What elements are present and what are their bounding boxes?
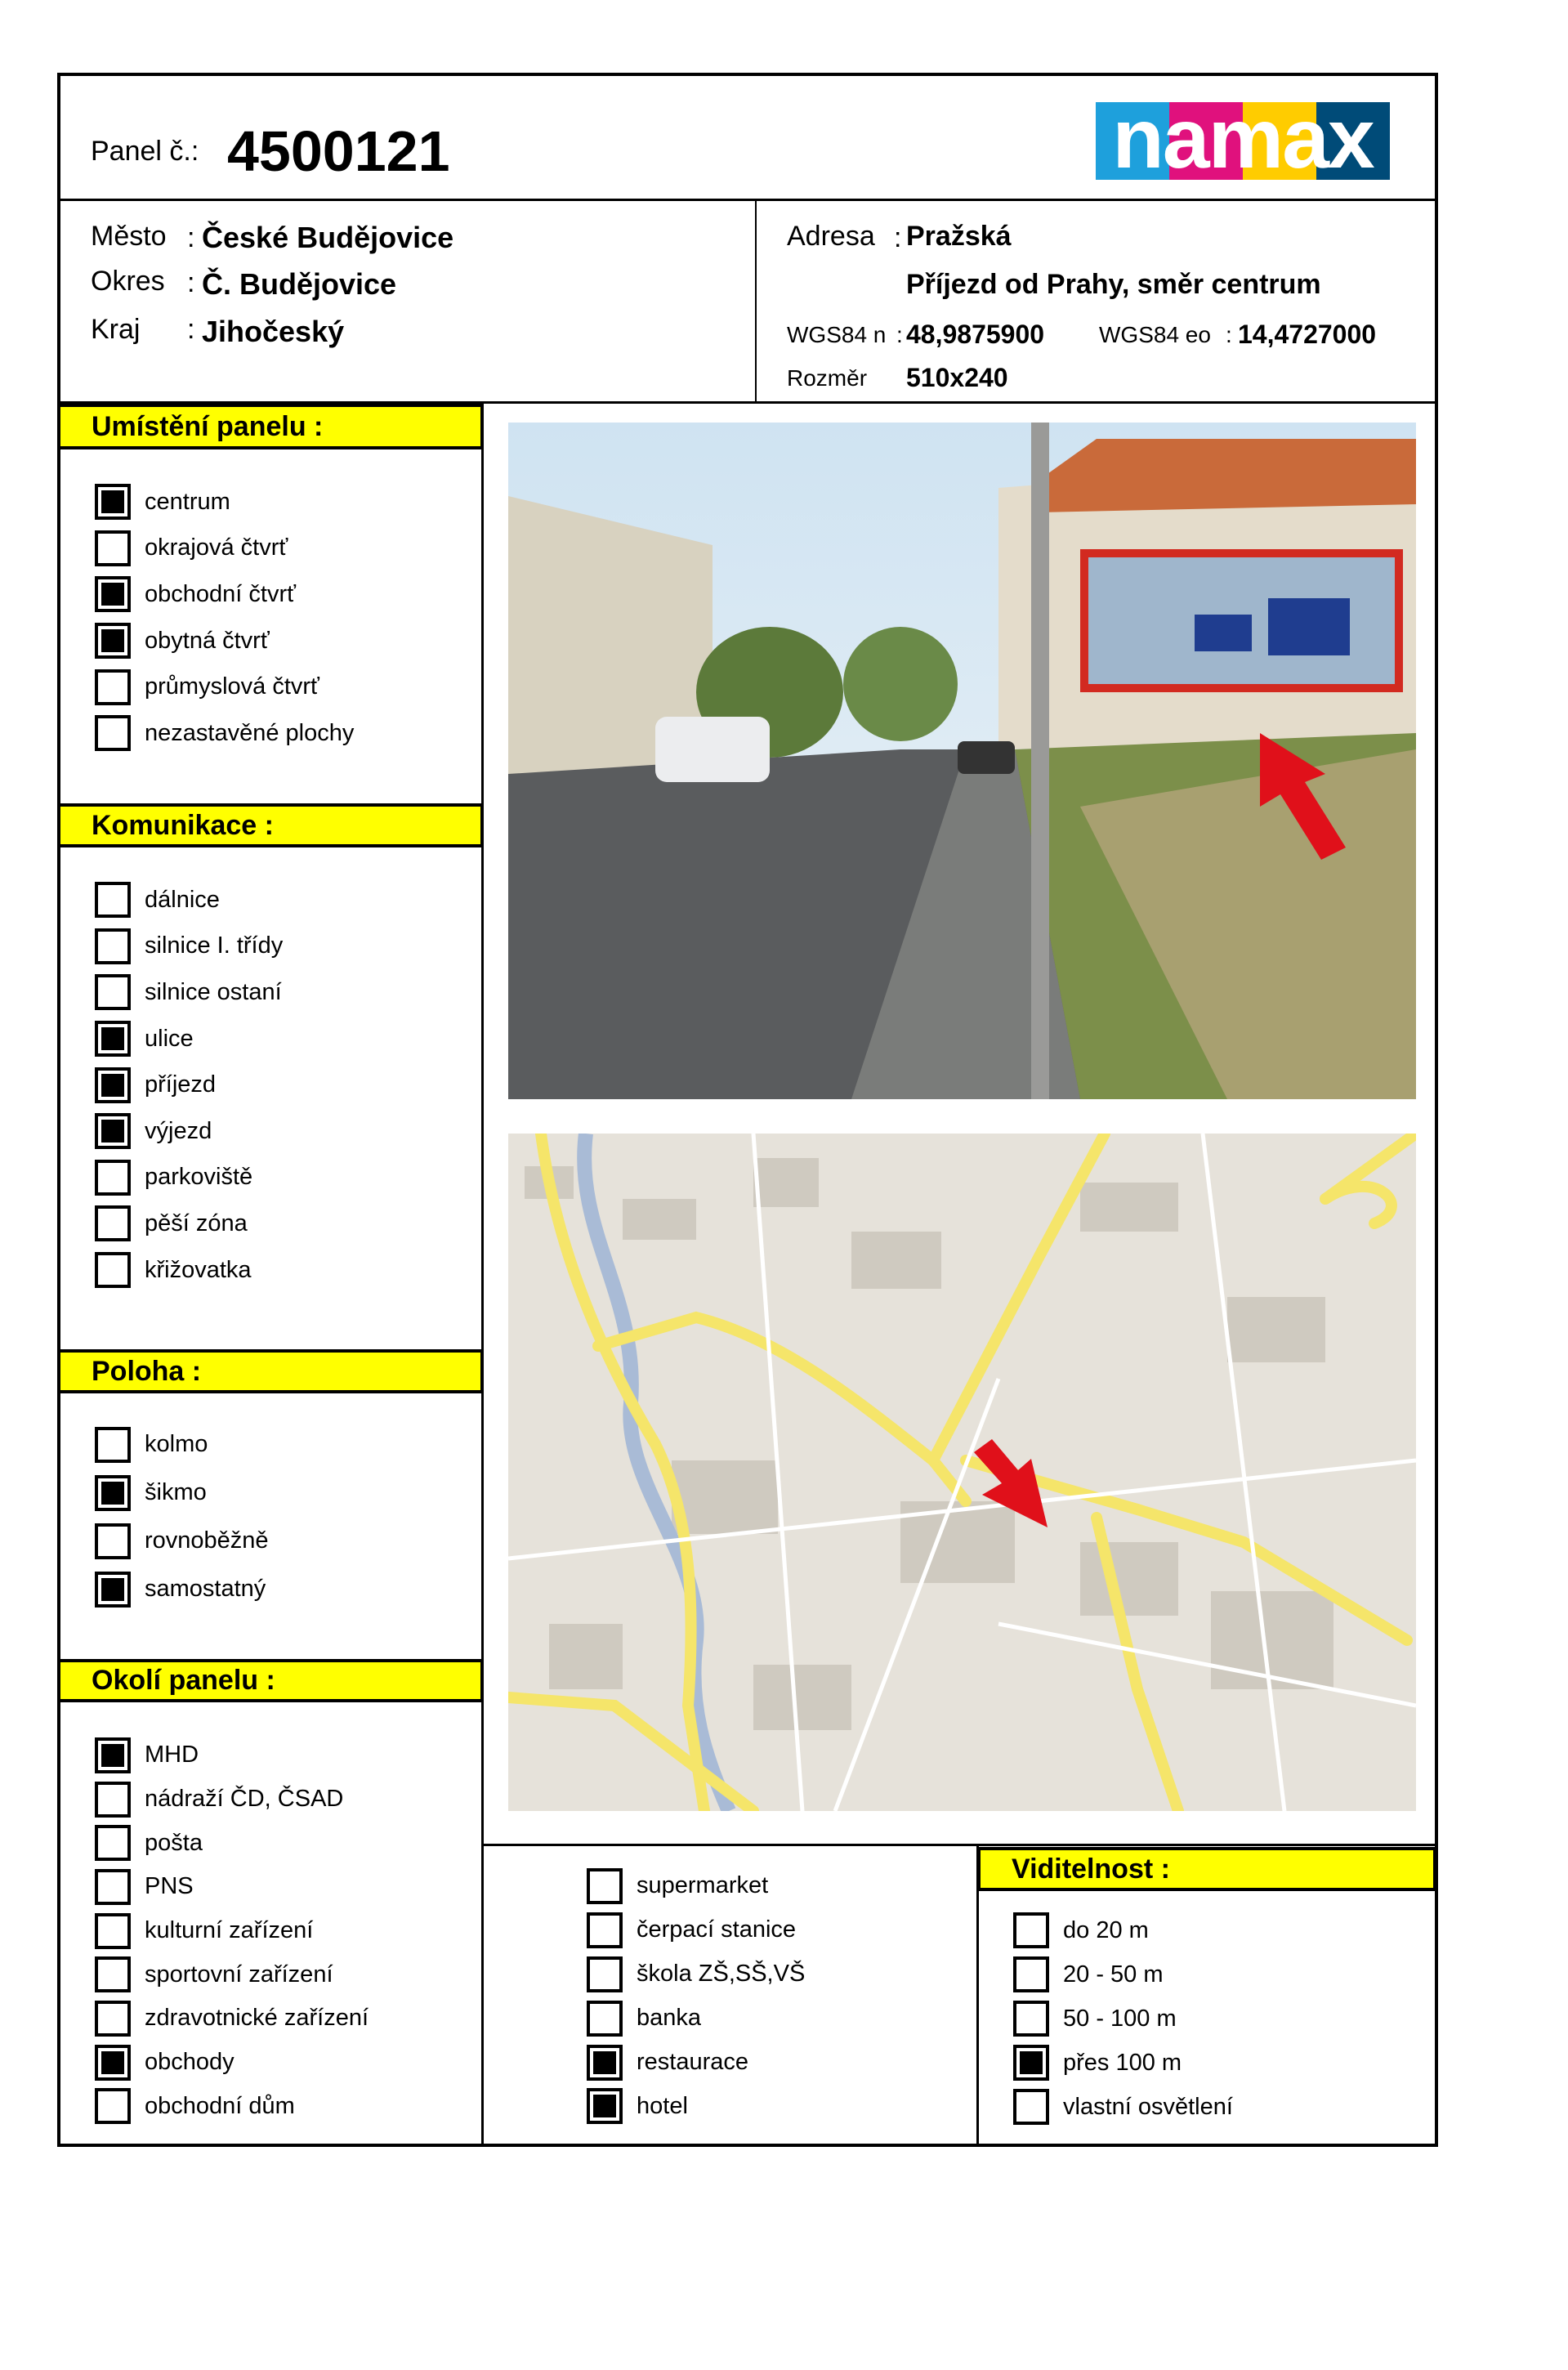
unchecked-checkbox[interactable] [587, 1956, 623, 1992]
checkbox-label: šikmo [145, 1479, 207, 1505]
checkbox-row [95, 1778, 369, 1822]
checkbox-label: čerpací stanice [637, 1916, 797, 1943]
checkbox-label: pošta [145, 1829, 203, 1856]
section-header-viditelnost: Viditelnost : [977, 1847, 1436, 1891]
colon: : [187, 267, 195, 298]
unchecked-checkbox[interactable] [95, 928, 131, 964]
checkbox-row [95, 1247, 283, 1294]
unchecked-checkbox[interactable] [587, 1912, 623, 1948]
checkbox-row [95, 525, 354, 572]
section-header-umisteni: Umístění panelu : [57, 404, 484, 449]
namax-logo [1096, 92, 1390, 186]
checkbox-row [587, 1997, 805, 2041]
divider [755, 200, 757, 403]
adresa-value: Pražská [906, 221, 1012, 252]
checkbox-label: dálnice [145, 886, 220, 913]
panel-photo [508, 423, 1416, 1099]
checked-checkbox[interactable] [95, 484, 131, 520]
unchecked-checkbox[interactable] [95, 1825, 131, 1861]
unchecked-checkbox[interactable] [95, 1160, 131, 1196]
checkbox-label: obytná čtvrť [145, 627, 270, 654]
checkbox-label: obchodní čtvrť [145, 580, 296, 607]
unchecked-checkbox[interactable] [95, 974, 131, 1010]
checkbox-row [95, 710, 354, 757]
colon: : [187, 314, 195, 345]
kraj-label: Kraj [91, 314, 141, 345]
unchecked-checkbox[interactable] [587, 1868, 623, 1904]
checkbox-label: banka [637, 2005, 702, 2032]
divider [482, 1844, 1438, 1846]
checkbox-label: průmyslová čtvrť [145, 673, 319, 700]
checkbox-row [95, 618, 354, 664]
checkbox-label: PNS [145, 1873, 194, 1900]
checkbox-row [587, 1908, 805, 1952]
checkbox-label: nádraží ČD, ČSAD [145, 1786, 344, 1813]
divider [481, 403, 484, 2144]
mesto-value: České Budějovice [202, 221, 454, 254]
checkbox-label: zdravotnické zařízení [145, 2005, 369, 2032]
unchecked-checkbox[interactable] [95, 530, 131, 566]
checked-checkbox[interactable] [95, 1572, 131, 1608]
location-map [508, 1134, 1416, 1811]
checkbox-row [587, 1864, 805, 1908]
checkbox-label: parkoviště [145, 1164, 253, 1191]
okres-label: Okres [91, 266, 165, 297]
checked-checkbox[interactable] [95, 1021, 131, 1057]
checkbox-label: vlastní osvětlení [1063, 2093, 1233, 2120]
unchecked-checkbox[interactable] [95, 1523, 131, 1559]
unchecked-checkbox[interactable] [95, 1782, 131, 1818]
checked-checkbox[interactable] [95, 1475, 131, 1511]
colon: : [1226, 322, 1232, 347]
unchecked-checkbox[interactable] [1013, 1956, 1049, 1992]
checkbox-label: restaurace [637, 2049, 749, 2075]
checked-checkbox[interactable] [95, 623, 131, 659]
checkbox-row [95, 2085, 369, 2129]
checkbox-label: křižovatka [145, 1256, 252, 1283]
checkbox-row [587, 1952, 805, 1997]
checkbox-label: výjezd [145, 1117, 212, 1144]
unchecked-checkbox[interactable] [587, 2001, 623, 2037]
checkbox-label: 50 - 100 m [1063, 2005, 1177, 2032]
checkbox-row [95, 571, 354, 618]
checkbox-label: přes 100 m [1063, 2049, 1182, 2076]
okoli-list-2 [587, 1864, 805, 2128]
checkbox-row [95, 1997, 369, 2041]
checkbox-row [95, 1201, 283, 1247]
checkbox-row [95, 1733, 369, 1778]
checkbox-row [95, 1821, 369, 1865]
checkbox-label: kulturní zařízení [145, 1917, 314, 1944]
checkbox-label: příjezd [145, 1071, 217, 1098]
checkbox-row [95, 1016, 283, 1062]
checkbox-label: MHD [145, 1742, 199, 1769]
checkbox-label: supermarket [637, 1872, 769, 1899]
checkbox-row [95, 2041, 369, 2085]
checkbox-label: nezastavěné plochy [145, 719, 355, 746]
wgs-eo-label: WGS84 eo [1099, 322, 1211, 347]
unchecked-checkbox[interactable] [95, 2088, 131, 2124]
unchecked-checkbox[interactable] [1013, 2001, 1049, 2037]
checkbox-row [95, 1565, 269, 1613]
unchecked-checkbox[interactable] [95, 1956, 131, 1992]
checkbox-label: okrajová čtvrť [145, 534, 288, 561]
logo-text: namax [1112, 92, 1374, 186]
unchecked-checkbox[interactable] [1013, 2089, 1049, 2125]
checkbox-row [587, 2084, 805, 2128]
checkbox-label: 20 - 50 m [1063, 1961, 1164, 1988]
checked-checkbox[interactable] [95, 1737, 131, 1773]
checkbox-row [95, 664, 354, 710]
checkbox-label: kolmo [145, 1431, 208, 1457]
checkbox-row [95, 1909, 369, 1953]
checkbox-row [1013, 1908, 1233, 1952]
poloha-list [95, 1420, 269, 1613]
checkbox-label: ulice [145, 1025, 194, 1052]
rozmer-value: 510x240 [906, 363, 1008, 392]
checkbox-label: silnice I. třídy [145, 932, 284, 959]
colon: : [896, 322, 903, 347]
checkbox-row [1013, 1997, 1233, 2041]
checkbox-label: obchodní dům [145, 2092, 295, 2119]
unchecked-checkbox[interactable] [1013, 1912, 1049, 1948]
adresa-label: Adresa [787, 221, 875, 252]
komunikace-list [95, 877, 283, 1293]
checkbox-label: silnice ostaní [145, 978, 282, 1005]
section-header-okoli: Okolí panelu : [57, 1659, 484, 1702]
adresa-line2: Příjezd od Prahy, směr centrum [906, 269, 1321, 300]
colon: : [187, 222, 195, 253]
panel-number: 4500121 [227, 119, 450, 183]
wgs-n-value: 48,9875900 [906, 320, 1045, 349]
checkbox-row [95, 877, 283, 923]
checkbox-row [95, 479, 354, 525]
checkbox-row [95, 1420, 269, 1469]
checked-checkbox[interactable] [587, 2088, 623, 2124]
umisteni-list [95, 479, 354, 757]
checkbox-row [95, 923, 283, 970]
unchecked-checkbox[interactable] [95, 1427, 131, 1463]
colon: : [894, 222, 902, 253]
checkbox-row [95, 1108, 283, 1155]
checkbox-row [95, 1062, 283, 1108]
checkbox-label: sportovní zařízení [145, 1961, 333, 1988]
checked-checkbox[interactable] [95, 2045, 131, 2081]
checkbox-label: samostatný [145, 1576, 266, 1602]
checkbox-row [95, 1155, 283, 1201]
checked-checkbox[interactable] [95, 1067, 131, 1103]
wgs-eo-value: 14,4727000 [1238, 320, 1377, 349]
viditelnost-list [1013, 1908, 1233, 2129]
checked-checkbox[interactable] [587, 2045, 623, 2081]
checkbox-row [1013, 2085, 1233, 2129]
checked-checkbox[interactable] [95, 1113, 131, 1149]
checkbox-row [587, 2041, 805, 2085]
checked-checkbox[interactable] [95, 576, 131, 612]
checkbox-label: pěší zóna [145, 1210, 248, 1236]
okres-value: Č. Budějovice [202, 267, 397, 301]
wgs-n-label: WGS84 n [787, 322, 887, 347]
divider [57, 199, 1438, 201]
unchecked-checkbox[interactable] [95, 1869, 131, 1905]
checkbox-label: do 20 m [1063, 1916, 1149, 1943]
checkbox-row [95, 1865, 369, 1909]
checked-checkbox[interactable] [1013, 2045, 1049, 2081]
okoli-list [95, 1733, 369, 2128]
unchecked-checkbox[interactable] [95, 1913, 131, 1949]
unchecked-checkbox[interactable] [95, 715, 131, 751]
checkbox-label: hotel [637, 2092, 688, 2119]
mesto-label: Město [91, 221, 167, 252]
unchecked-checkbox[interactable] [95, 1252, 131, 1288]
panel-label: Panel č.: [91, 136, 199, 167]
section-header-poloha: Poloha : [57, 1349, 484, 1393]
kraj-value: Jihočeský [202, 315, 345, 348]
checkbox-label: škola ZŠ,SŠ,VŠ [637, 1961, 806, 1988]
rozmer-label: Rozměr [787, 365, 868, 391]
checkbox-label: centrum [145, 488, 230, 515]
unchecked-checkbox[interactable] [95, 882, 131, 918]
checkbox-row [95, 1952, 369, 1997]
unchecked-checkbox[interactable] [95, 669, 131, 705]
checkbox-label: obchody [145, 2049, 235, 2076]
checkbox-row [1013, 1952, 1233, 1997]
checkbox-row [95, 1469, 269, 1517]
checkbox-row [95, 1517, 269, 1565]
section-header-komunikace: Komunikace : [57, 803, 484, 847]
checkbox-row [95, 969, 283, 1016]
checkbox-row [1013, 2041, 1233, 2085]
unchecked-checkbox[interactable] [95, 2001, 131, 2037]
checkbox-label: rovnoběžně [145, 1527, 269, 1554]
unchecked-checkbox[interactable] [95, 1205, 131, 1241]
